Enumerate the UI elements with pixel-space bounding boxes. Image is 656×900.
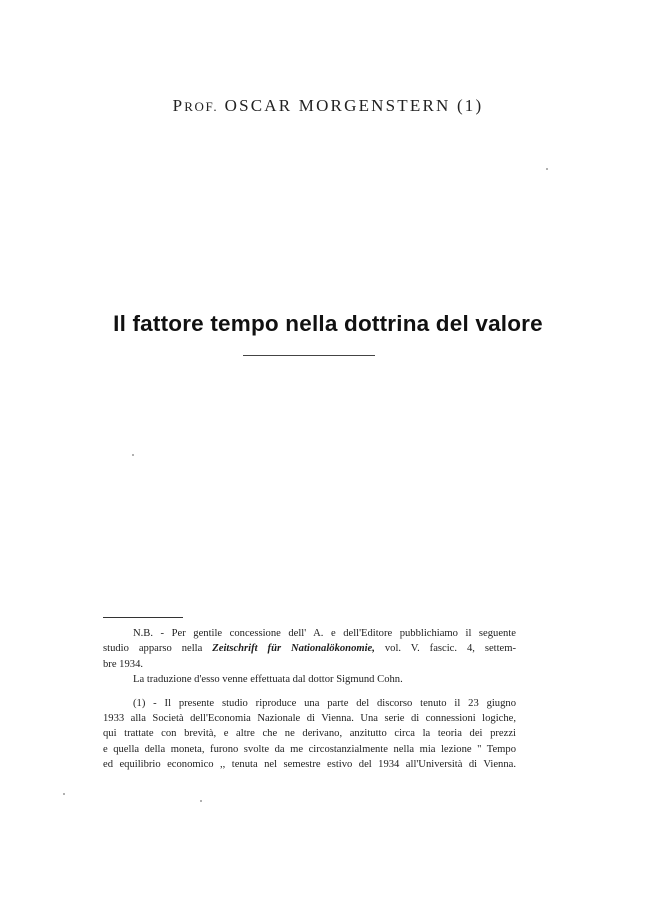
editorial-note-line-1: N.B. - Per gentile concessione dell' A. e dell'Editore pubblichiamo il seguente [133, 628, 516, 639]
translation-note-text: La traduzione d'esso venne effettuata dal dottor Sigmund Cohn. [133, 674, 403, 686]
footnote-1-line-5: ed equilibrio economico ,, tenuta nel semestre estivo del 1934 all'Università di Vienna. [103, 759, 516, 771]
prof-initial: P [172, 96, 185, 115]
editorial-note-line-3: bre 1934. [103, 658, 144, 670]
footnote-1-line-3: qui trattate con brevità, e altre che ne derivano, anzitutto circa la teoria dei prezzi [103, 728, 516, 740]
editorial-note-line-2-end: vol. V. fascic. 4, settem- [384, 643, 517, 655]
article-title: Il fattore tempo nella dottrina del valore [113, 311, 543, 336]
author-footnote-marker: (1) [456, 96, 484, 115]
editorial-note-line-2-start: studio apparso nella [103, 643, 203, 655]
editorial-note-line-2 [103, 641, 516, 656]
footnote-divider [103, 617, 183, 618]
scan-speck [200, 800, 202, 802]
footnotes [103, 626, 516, 773]
editorial-note [103, 626, 516, 641]
author-line [0, 96, 656, 116]
scan-speck [63, 793, 65, 795]
footnote-1-line-4: e quella della moneta, furono svolte da me circostanzialmente nella mia lezione " Tempo [103, 743, 516, 755]
title-divider [243, 355, 375, 356]
footnote-1-line-1: (1) - Il presente studio riproduce una parte del discorso tenuto il 23 giugno [133, 697, 516, 709]
journal-name: Zeitschrift für Nationalökonomie, [212, 643, 375, 655]
footnote-1-line-2: 1933 alla Società dell'Economia Nazionale di Vienna. Una serie di connessioni logiche, [103, 713, 516, 725]
translation-note [103, 672, 516, 687]
footnote-1 [103, 696, 516, 711]
scan-speck [546, 168, 548, 170]
author-name: OSCAR MORGENSTERN [224, 96, 451, 115]
prof-abbrev: ROF. [184, 99, 219, 114]
scan-speck [132, 454, 134, 456]
